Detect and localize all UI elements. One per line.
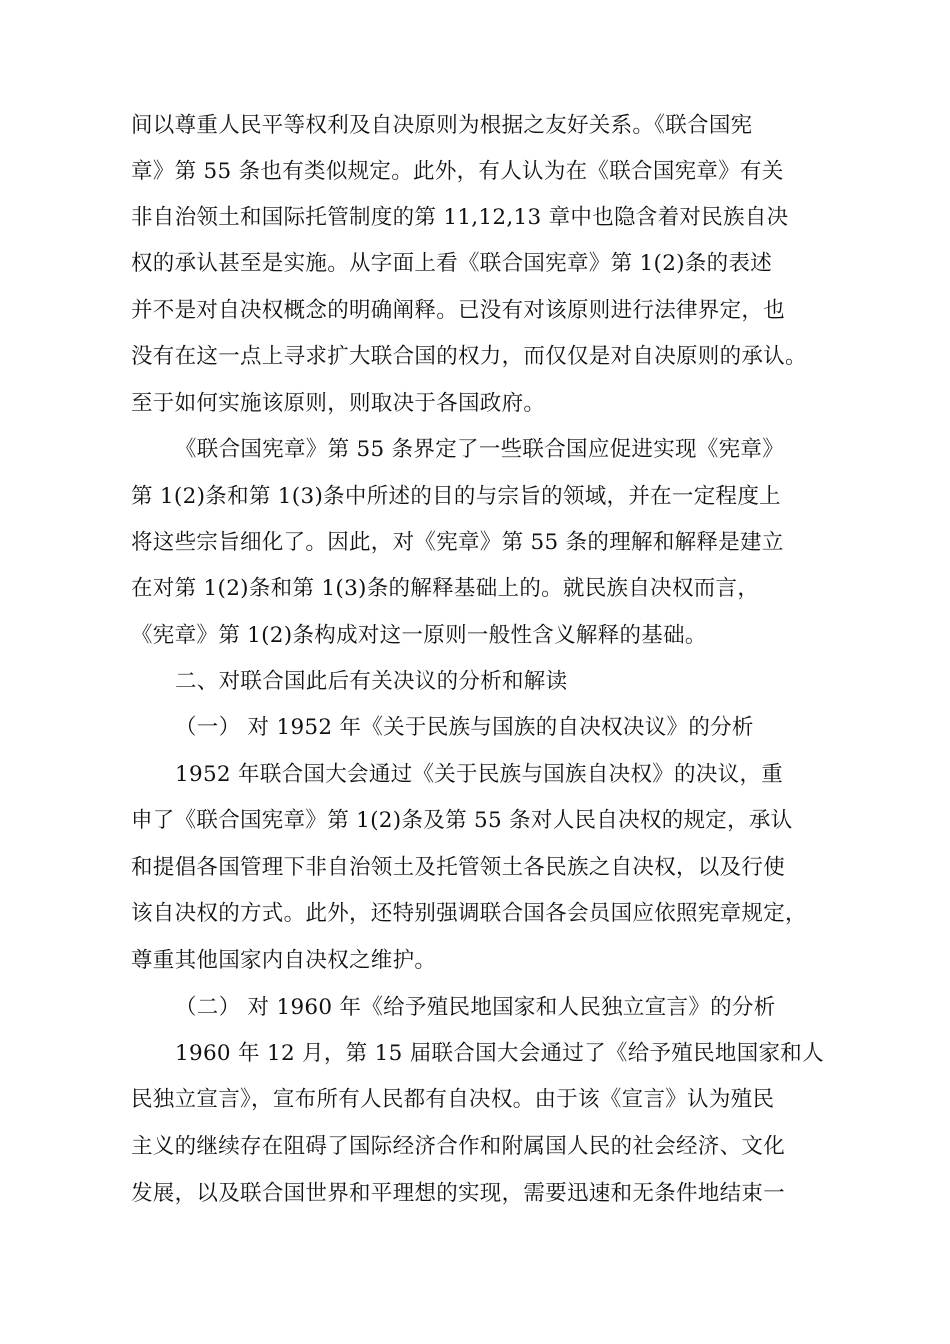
text-line: 非自治领土和国际托管制度的第 11,12,13 章中也隐含着对民族自决 bbox=[131, 205, 789, 230]
subsection-heading: （二） 对 1960 年《给予殖民地国家和人民独立宣言》的分析 bbox=[175, 995, 776, 1020]
text-line: 至于如何实施该原则，则取决于各国政府。 bbox=[131, 391, 546, 416]
text-line: 申了《联合国宪章》第 1(2)条及第 55 条对人民自决权的规定，承认 bbox=[131, 808, 793, 833]
text-line: 并不是对自决权概念的明确阐释。已没有对该原则进行法律界定，也 bbox=[131, 298, 786, 323]
subsection-heading: （一） 对 1952 年《关于民族与国族的自决权决议》的分析 bbox=[175, 715, 754, 740]
text-line: 和提倡各国管理下非自治领土及托管领土各民族之自决权，以及行使 bbox=[131, 855, 786, 880]
paragraph-start-line: 《联合国宪章》第 55 条界定了一些联合国应促进实现《宪章》 bbox=[175, 437, 785, 462]
text-line: 权的承认甚至是实施。从字面上看《联合国宪章》第 1(2)条的表述 bbox=[131, 251, 773, 276]
text-line: 第 1(2)条和第 1(3)条中所述的目的与宗旨的领域，并在一定程度上 bbox=[131, 484, 781, 509]
text-line: 没有在这一点上寻求扩大联合国的权力，而仅仅是对自决原则的承认。 bbox=[131, 344, 807, 369]
text-line: 尊重其他国家内自决权之维护。 bbox=[131, 948, 437, 973]
text-line: 将这些宗旨细化了。因此，对《宪章》第 55 条的理解和解释是建立 bbox=[131, 530, 784, 555]
text-line: 间以尊重人民平等权利及自决原则为根据之友好关系。《联合国宪 bbox=[131, 113, 753, 138]
text-line: 该自决权的方式。此外，还特别强调联合国各会员国应依照宪章规定， bbox=[131, 901, 807, 926]
text-line: 民独立宣言》，宣布所有人民都有自决权。由于该《宣言》认为殖民 bbox=[131, 1087, 775, 1112]
paragraph-start-line: 1960 年 12 月，第 15 届联合国大会通过了《给予殖民地国家和人 bbox=[175, 1041, 824, 1066]
text-line: 《宪章》第 1(2)条构成对这一原则一般性含义解释的基础。 bbox=[131, 623, 707, 648]
text-line: 主义的继续存在阻碍了国际经济合作和附属国人民的社会经济、文化 bbox=[131, 1134, 786, 1159]
text-line: 发展，以及联合国世界和平理想的实现，需要迅速和无条件地结束一 bbox=[131, 1181, 786, 1206]
section-heading: 二、对联合国此后有关决议的分析和解读 bbox=[175, 669, 568, 694]
text-line: 章》第 55 条也有类似规定。此外，有人认为在《联合国宪章》有关 bbox=[131, 159, 784, 184]
paragraph-start-line: 1952 年联合国大会通过《关于民族与国族自决权》的决议，重 bbox=[175, 762, 784, 787]
text-line: 在对第 1(2)条和第 1(3)条的解释基础上的。就民族自决权而言， bbox=[131, 576, 760, 601]
